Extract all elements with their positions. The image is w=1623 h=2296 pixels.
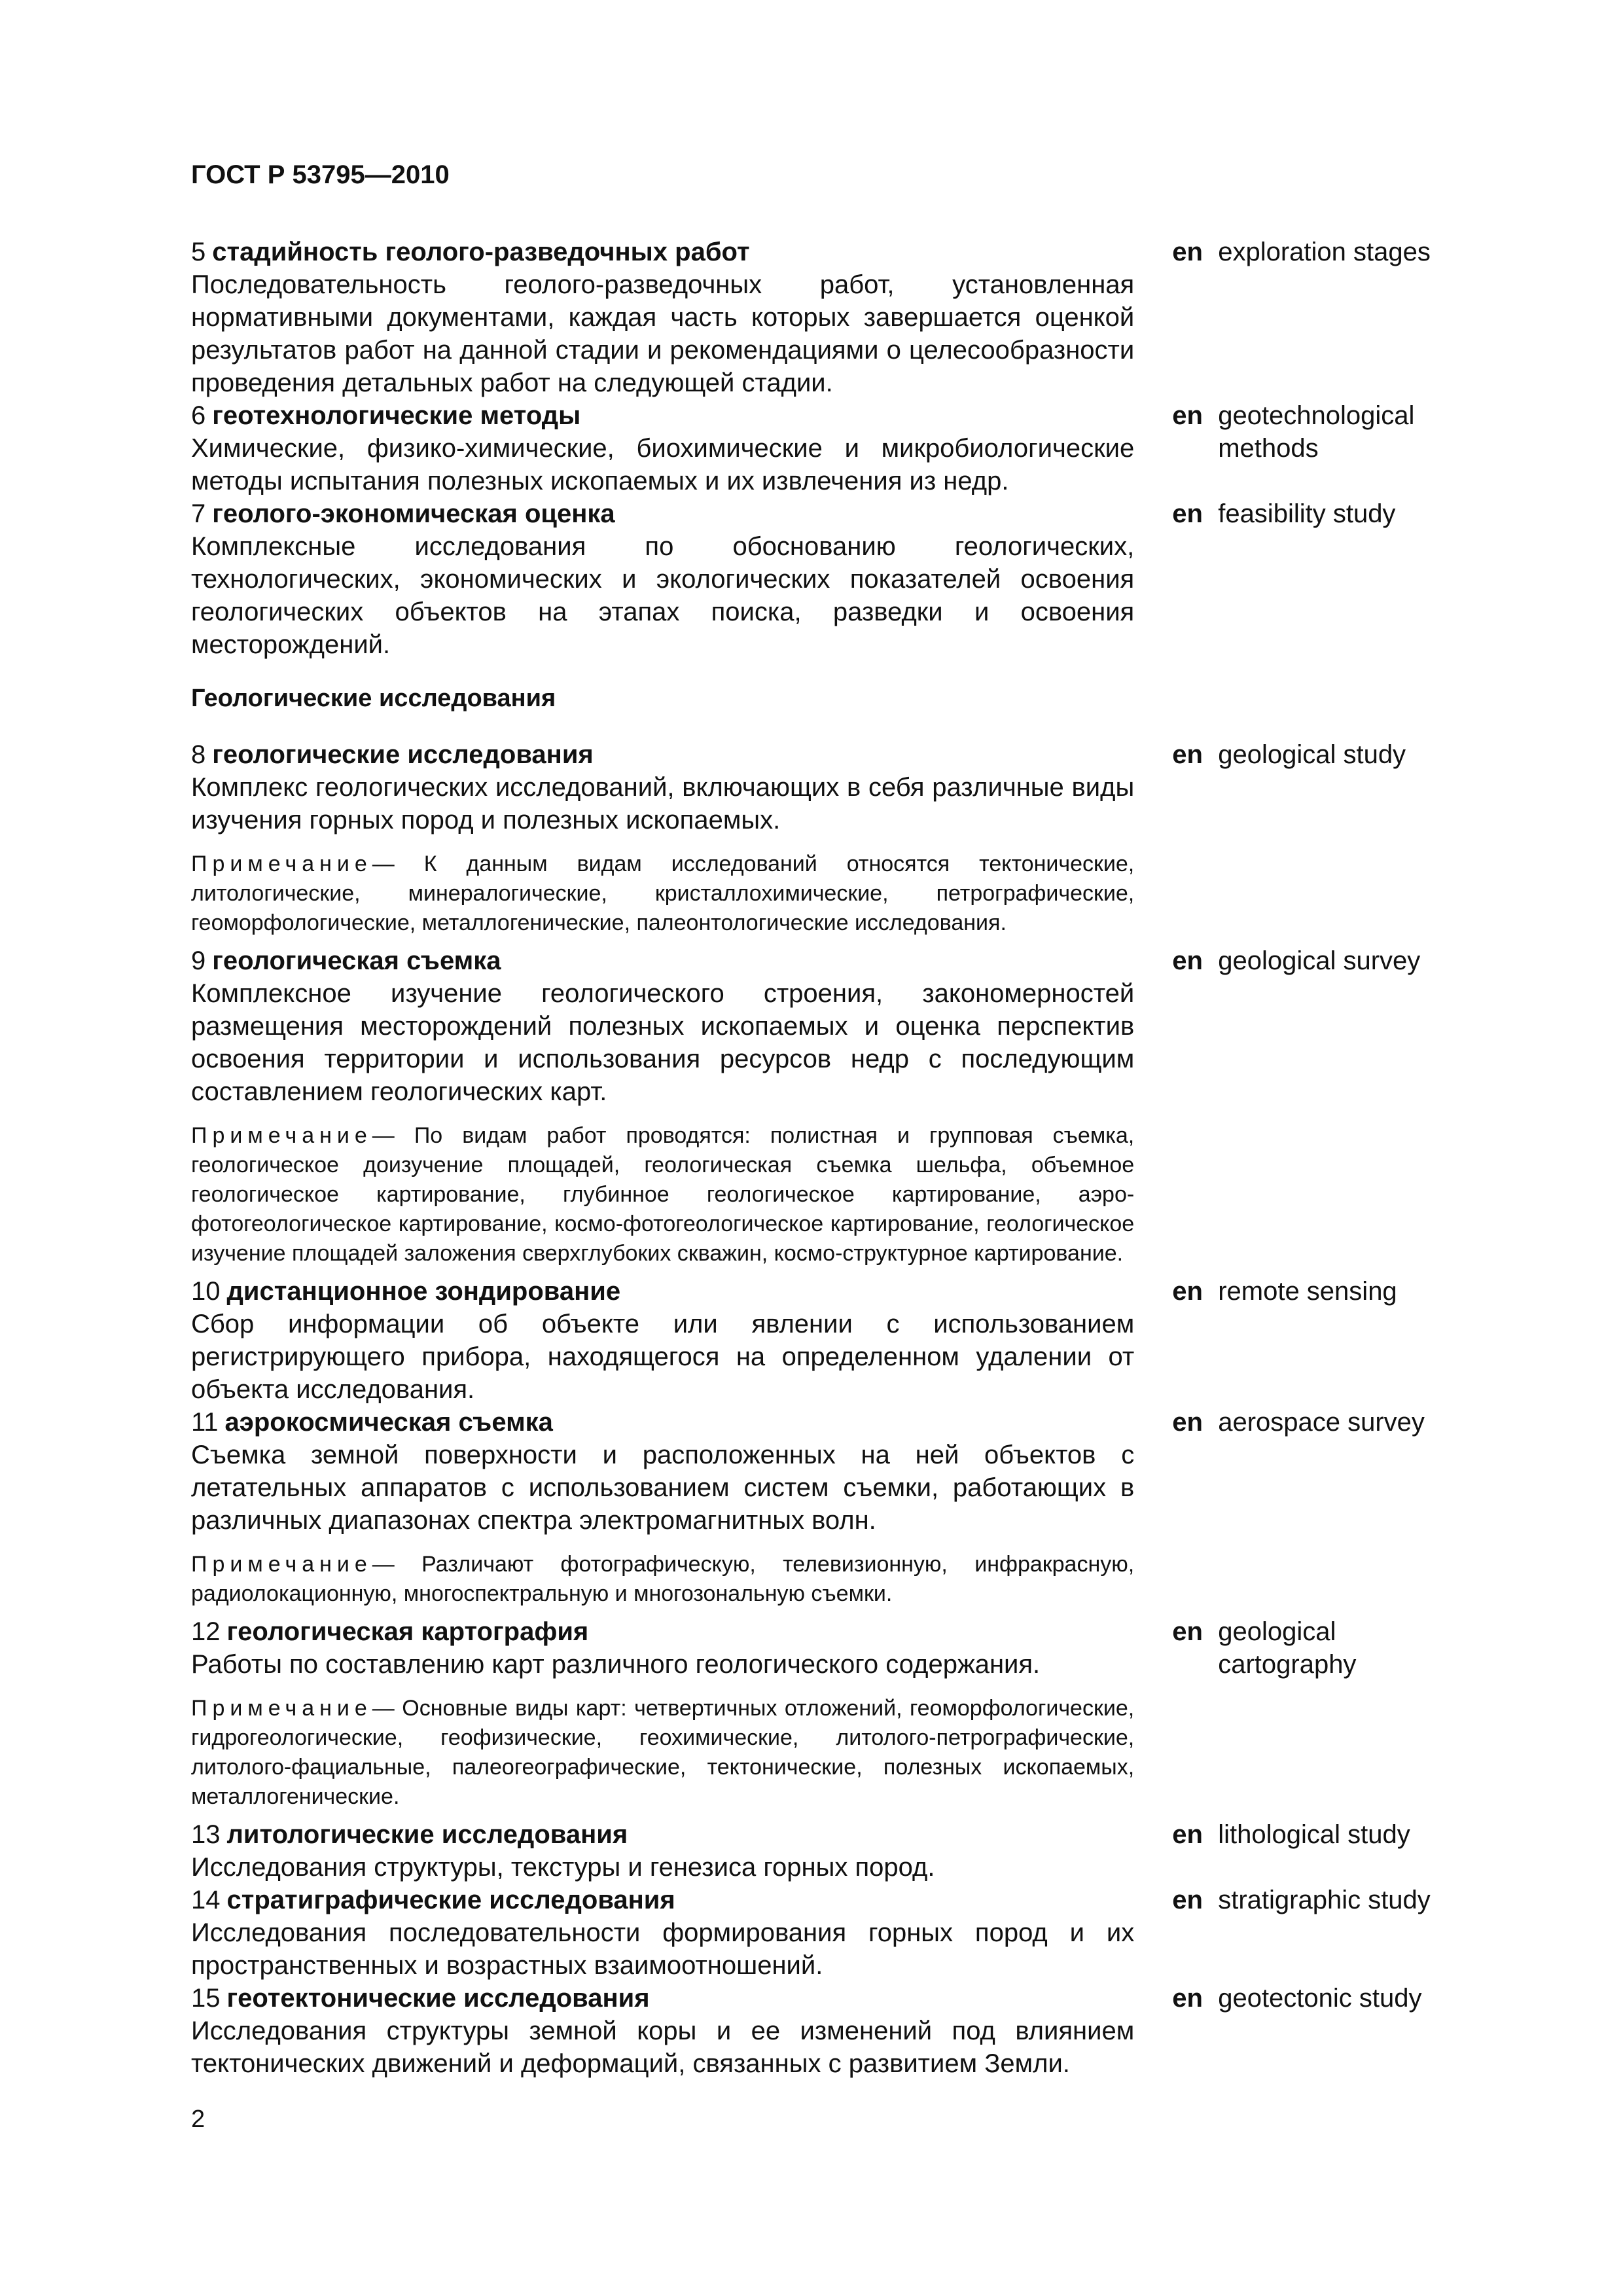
term-heading <box>191 1818 1134 1851</box>
language-tag: en <box>1172 1984 1203 2013</box>
language-tag: en <box>1172 1408 1203 1437</box>
term-heading <box>191 497 1134 530</box>
section-title: Геологические исследования <box>191 685 556 712</box>
term-heading <box>191 1275 1134 1308</box>
term-note <box>191 1694 1134 1812</box>
term-definition: Исследования структуры, текстуры и генезиса горных пород. <box>191 1853 935 1882</box>
term-entry <box>191 944 1474 1275</box>
term-heading <box>191 1884 1134 1916</box>
english-equivalent <box>1172 497 1474 661</box>
term-heading <box>191 236 1134 268</box>
term-name: геологическая картография <box>226 1617 589 1646</box>
note-text: — Различают фотографическую, телевизионную, инфракрасную, радиолокационную, многоспектральную и многозональную съемки. <box>191 1552 1135 1606</box>
english-equivalent <box>1172 1982 1474 2080</box>
term-heading <box>191 1406 1134 1439</box>
note-label: Примечание <box>191 1552 372 1577</box>
term-number: 13 <box>191 1820 221 1849</box>
language-tag: en <box>1172 401 1203 430</box>
term-definition: Работы по составлению карт различного геологического содержания. <box>191 1650 1041 1679</box>
term-entry <box>191 1275 1474 1406</box>
term-entry <box>191 1615 1474 1818</box>
term-heading <box>191 738 1134 771</box>
term-number: 12 <box>191 1617 221 1646</box>
english-equivalent <box>1172 1884 1474 1982</box>
english-equivalent <box>1172 944 1474 1275</box>
english-term: geotectonic study <box>1218 1984 1422 2013</box>
term-number: 7 <box>191 499 206 528</box>
term-name: стратиграфические исследования <box>226 1886 675 1914</box>
term-number: 15 <box>191 1984 221 2013</box>
note-label: Примечание <box>191 1696 372 1721</box>
term-name: стадийность геолого-разведочных работ <box>212 238 750 266</box>
term-number: 10 <box>191 1277 221 1306</box>
term-entry <box>191 497 1474 661</box>
term-entry-main <box>191 1615 1134 1818</box>
term-definition: Сбор информации об объекте или явлении с использованием регистрирующего прибора, находящегося на определенном удалении от объекта исследования. <box>191 1310 1135 1404</box>
note-label: Примечание <box>191 852 372 876</box>
term-definition: Последовательность геолого-разведочных работ, установленная нормативными документами, каждая часть которых завершается оценкой результатов работ на данной стадии и рекомендациями о целесообразности проведения детальных работ на следующей стадии. <box>191 270 1135 397</box>
term-note <box>191 1550 1134 1609</box>
term-entry <box>191 1406 1474 1615</box>
english-equivalent <box>1172 1406 1474 1615</box>
term-definition: Химические, физико-химические, биохимические и микробиологические методы испытания полезных ископаемых и их извлечения из недр. <box>191 434 1135 495</box>
term-heading <box>191 399 1134 432</box>
term-definition: Исследования структуры земной коры и ее изменений под влиянием тектонических движений и деформаций, связанных с развитием Земли. <box>191 2017 1135 2078</box>
term-entry-main <box>191 497 1134 661</box>
english-term: geological study <box>1218 740 1406 769</box>
term-name: аэрокосмическая съемка <box>224 1408 553 1437</box>
english-term: geological survey <box>1218 946 1421 975</box>
language-tag: en <box>1172 740 1203 769</box>
term-name: геологическая съемка <box>212 946 501 975</box>
term-name: литологические исследования <box>226 1820 628 1849</box>
english-term: geological cartography <box>1218 1617 1357 1679</box>
term-definition: Съемка земной поверхности и расположенных на ней объектов с летательных аппаратов с использованием систем съемки, работающих в различных диапазонах спектра электромагнитных волн. <box>191 1441 1135 1535</box>
term-definition: Комплексное изучение геологического строения, закономерностей размещения месторождений полезных ископаемых и оценка перспектив освоения территории и использования ресурсов недр с последующим составлением геологических карт. <box>191 979 1135 1106</box>
term-name: геотектонические исследования <box>226 1984 650 2013</box>
term-entry <box>191 399 1474 497</box>
english-equivalent <box>1172 236 1474 399</box>
term-definition: Комплекс геологических исследований, включающих в себя различные виды изучения горных пород и полезных ископаемых. <box>191 773 1135 834</box>
language-tag: en <box>1172 238 1203 266</box>
term-definition: Исследования последовательности формирования горных пород и их пространственных и возрастных взаимоотношений. <box>191 1918 1135 1980</box>
language-tag: en <box>1172 1886 1203 1914</box>
english-term: lithological study <box>1218 1820 1410 1849</box>
term-entry-main <box>191 236 1134 399</box>
term-number: 6 <box>191 401 206 430</box>
term-name: геологические исследования <box>212 740 594 769</box>
english-equivalent <box>1172 738 1474 944</box>
english-term: exploration stages <box>1218 238 1431 266</box>
term-entry-main <box>191 738 1134 944</box>
term-entry <box>191 1982 1474 2080</box>
term-number: 5 <box>191 238 206 266</box>
term-number: 8 <box>191 740 206 769</box>
term-heading <box>191 1982 1134 2015</box>
language-tag: en <box>1172 499 1203 528</box>
note-text: — К данным видам исследований относятся тектонические, литологические, минералогические, кристаллохимические, петрографические, геоморфологические, металлогенические, палеонтологические исследования. <box>191 852 1135 935</box>
term-name: геотехнологические методы <box>212 401 581 430</box>
language-tag: en <box>1172 946 1203 975</box>
language-tag: en <box>1172 1277 1203 1306</box>
language-tag: en <box>1172 1820 1203 1849</box>
term-number: 11 <box>191 1408 219 1437</box>
term-entry-main <box>191 399 1134 497</box>
term-heading <box>191 1615 1134 1648</box>
term-entry-main <box>191 944 1134 1275</box>
term-number: 9 <box>191 946 206 975</box>
language-tag: en <box>1172 1617 1203 1646</box>
term-entry-main <box>191 1406 1134 1615</box>
english-equivalent <box>1172 1275 1474 1406</box>
document-content <box>191 236 1474 2080</box>
note-text: — По видам работ проводятся: полистная и групповая съемка, геологическое доизучение площадей, геологическая съемка шельфа, объемное геологическое картирование, глубинное геологическое картирование, аэро-фотогеологическое картирование, космо-фотогеологическое картирование, геологическое изучение площадей заложения сверхглубоких скважин, космо-структурное картирование. <box>191 1123 1135 1266</box>
english-term: remote sensing <box>1218 1277 1397 1306</box>
term-heading <box>191 944 1134 977</box>
english-term: aerospace survey <box>1218 1408 1425 1437</box>
term-entry-main <box>191 1818 1134 1884</box>
page-number: 2 <box>191 2106 205 2133</box>
term-name: дистанционное зондирование <box>226 1277 621 1306</box>
english-term: feasibility study <box>1218 499 1396 528</box>
english-term: stratigraphic study <box>1218 1886 1431 1914</box>
english-equivalent <box>1172 399 1474 497</box>
term-name: геолого-экономическая оценка <box>212 499 615 528</box>
english-term: geotechnological methods <box>1218 401 1415 463</box>
document-header: ГОСТ Р 53795—2010 <box>191 160 450 189</box>
term-entry <box>191 1884 1474 1982</box>
term-entry-main <box>191 1275 1134 1406</box>
note-text: — Основные виды карт: четвертичных отложений, геоморфологические, гидрогеологические, геофизические, геохимические, литолого-петрографические, литолого-фациальные, палеогеографические, тектонические, полезных ископаемых, металлогенические. <box>191 1696 1135 1809</box>
term-entry-main <box>191 1884 1134 1982</box>
english-equivalent <box>1172 1818 1474 1884</box>
term-group-a <box>191 236 1474 661</box>
term-note <box>191 1121 1134 1268</box>
term-note <box>191 850 1134 938</box>
note-label: Примечание <box>191 1123 372 1148</box>
term-entry <box>191 236 1474 399</box>
term-entry-main <box>191 1982 1134 2080</box>
term-entry <box>191 738 1474 944</box>
term-group-b <box>191 738 1474 2080</box>
term-definition: Комплексные исследования по обоснованию геологических, технологических, экономических и экологических показателей освоения геологических объектов на этапах поиска, разведки и освоения месторождений. <box>191 532 1135 659</box>
term-number: 14 <box>191 1886 221 1914</box>
term-entry <box>191 1818 1474 1884</box>
english-equivalent <box>1172 1615 1474 1818</box>
